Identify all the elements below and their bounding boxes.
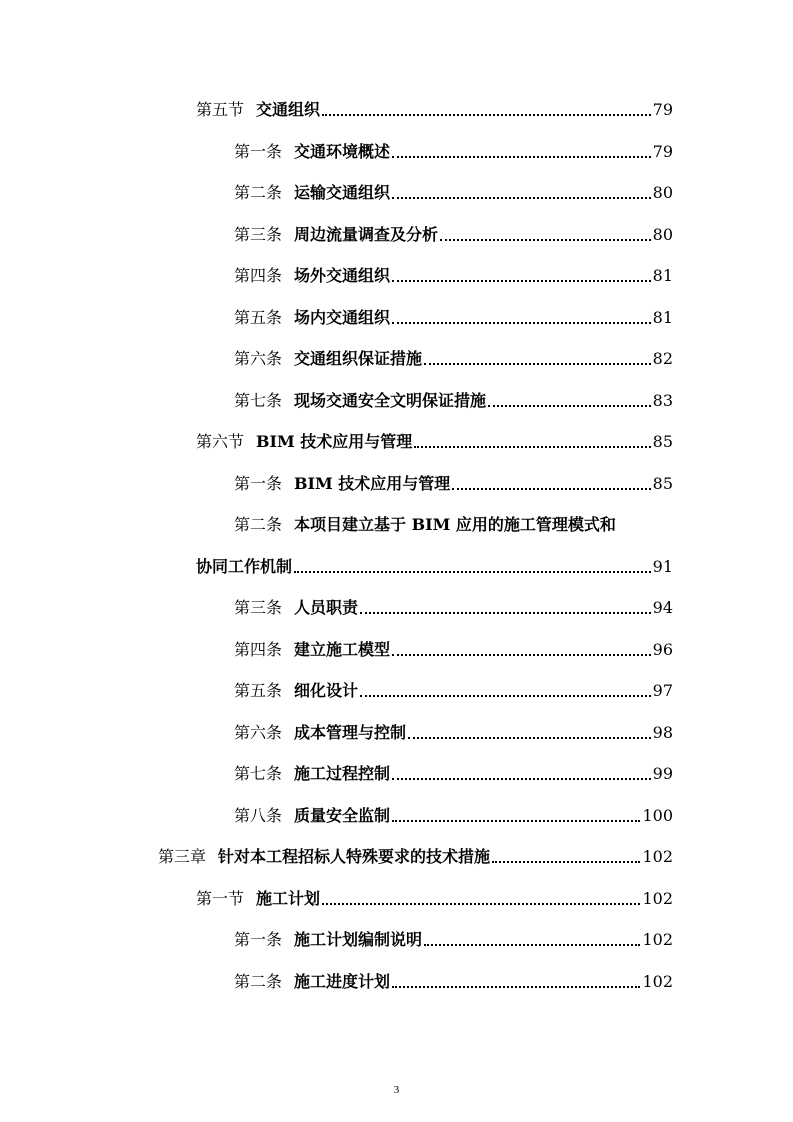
toc-entry-number: 第四条 bbox=[234, 640, 283, 659]
toc-entry-page: 102 bbox=[642, 930, 673, 949]
toc-entry[interactable] bbox=[196, 426, 673, 452]
toc-entry-page: 82 bbox=[652, 349, 673, 368]
toc-entry-page: 99 bbox=[652, 764, 673, 783]
toc-dot-leader bbox=[392, 985, 640, 988]
toc-entry-number: 第二条 bbox=[234, 515, 283, 534]
toc-entry-page: 102 bbox=[642, 972, 673, 991]
toc-entry[interactable] bbox=[196, 883, 673, 909]
toc-entry-title: 成本管理与控制 bbox=[294, 723, 407, 742]
toc-entry[interactable] bbox=[234, 343, 673, 369]
toc-dot-leader bbox=[392, 653, 651, 656]
toc-entry-page: 91 bbox=[652, 557, 673, 576]
toc-entry-page: 96 bbox=[652, 640, 673, 659]
toc-dot-leader bbox=[414, 445, 650, 448]
toc-entry-title: 现场交通安全文明保证措施 bbox=[294, 391, 487, 410]
toc-entry-number: 第八条 bbox=[234, 806, 283, 825]
toc-entry-page: 81 bbox=[652, 308, 673, 327]
toc-entry-title: BIM 技术应用与管理 bbox=[256, 432, 413, 451]
toc-entry-number: 第三条 bbox=[234, 225, 283, 244]
toc-entry-number: 第二条 bbox=[234, 183, 283, 202]
toc-entry-title: 施工过程控制 bbox=[294, 764, 391, 783]
toc-dot-leader bbox=[392, 819, 640, 822]
toc-entry-number: 第一条 bbox=[234, 930, 283, 949]
toc-dot-leader bbox=[322, 113, 651, 116]
toc-dot-leader bbox=[408, 736, 651, 739]
toc-entry-title: 施工计划 bbox=[256, 889, 321, 908]
toc-entry-title: 交通组织 bbox=[256, 100, 321, 119]
toc-dot-leader bbox=[492, 860, 640, 863]
toc-dot-leader bbox=[360, 611, 651, 614]
toc-entry[interactable] bbox=[234, 136, 673, 162]
toc-entry-page: 80 bbox=[652, 225, 673, 244]
toc-entry-title: 协同工作机制 bbox=[196, 557, 293, 576]
toc-entry-title: 本项目建立基于 BIM 应用的施工管理模式和 bbox=[294, 515, 616, 534]
toc-entry-page: 100 bbox=[642, 806, 673, 825]
toc-dot-leader bbox=[424, 362, 651, 365]
toc-entry-number: 第三条 bbox=[234, 598, 283, 617]
toc-dot-leader bbox=[424, 943, 640, 946]
toc-entry-page: 80 bbox=[652, 183, 673, 202]
toc-entry-title: 运输交通组织 bbox=[294, 183, 391, 202]
toc-dot-leader bbox=[322, 902, 640, 905]
toc-entry[interactable] bbox=[234, 924, 673, 950]
toc-entry[interactable] bbox=[158, 841, 673, 867]
toc-entry-page: 98 bbox=[652, 723, 673, 742]
toc-entry[interactable] bbox=[234, 177, 673, 203]
toc-entry-title: 周边流量调查及分析 bbox=[294, 225, 439, 244]
toc-entry-title: 针对本工程招标人特殊要求的技术措施 bbox=[218, 847, 491, 866]
toc-entry-title: 施工进度计划 bbox=[294, 972, 391, 991]
toc-dot-leader bbox=[392, 155, 651, 158]
toc-dot-leader bbox=[392, 321, 651, 324]
toc-entry[interactable] bbox=[234, 385, 673, 411]
toc-entry-number: 第七条 bbox=[234, 764, 283, 783]
toc-entry[interactable] bbox=[234, 302, 673, 328]
toc-entry-page: 102 bbox=[642, 847, 673, 866]
toc-entry[interactable] bbox=[234, 219, 673, 245]
toc-entry-number: 第四条 bbox=[234, 266, 283, 285]
toc-entry-number: 第五条 bbox=[234, 308, 283, 327]
toc-entry-number: 第五节 bbox=[196, 100, 245, 119]
toc-entry-title: 质量安全监制 bbox=[294, 806, 391, 825]
toc-entry-number: 第一条 bbox=[234, 142, 283, 161]
toc-dot-leader bbox=[488, 404, 651, 407]
toc-entry-title: BIM 技术应用与管理 bbox=[294, 474, 451, 493]
toc-entry-continuation[interactable] bbox=[196, 551, 673, 577]
toc-entry[interactable] bbox=[234, 509, 673, 535]
toc-dot-leader bbox=[360, 694, 651, 697]
toc-entry-page: 85 bbox=[652, 474, 673, 493]
toc-entry-title: 施工计划编制说明 bbox=[294, 930, 423, 949]
toc-entry-title: 细化设计 bbox=[294, 681, 359, 700]
toc-entry[interactable] bbox=[234, 260, 673, 286]
toc-dot-leader bbox=[452, 487, 650, 490]
toc-entry-number: 第六节 bbox=[196, 432, 245, 451]
toc-entry[interactable] bbox=[234, 634, 673, 660]
toc-dot-leader bbox=[392, 777, 651, 780]
toc-entry-number: 第一条 bbox=[234, 474, 283, 493]
toc-entry[interactable] bbox=[234, 592, 673, 618]
toc-dot-leader bbox=[392, 279, 651, 282]
toc-entry[interactable] bbox=[196, 94, 673, 120]
toc-entry-number: 第六条 bbox=[234, 723, 283, 742]
toc-entry-number: 第七条 bbox=[234, 391, 283, 410]
toc-entry-number: 第二条 bbox=[234, 972, 283, 991]
toc-entry[interactable] bbox=[234, 966, 673, 992]
toc-entry[interactable] bbox=[234, 758, 673, 784]
toc-entry-page: 97 bbox=[652, 681, 673, 700]
toc-entry-page: 85 bbox=[652, 432, 673, 451]
toc-entry-page: 79 bbox=[652, 100, 673, 119]
toc-entry[interactable] bbox=[234, 800, 673, 826]
toc-entry-title: 场内交通组织 bbox=[294, 308, 391, 327]
toc-entry-title: 交通环境概述 bbox=[294, 142, 391, 161]
toc-entry-number: 第三章 bbox=[158, 847, 207, 866]
toc-entry-title: 交通组织保证措施 bbox=[294, 349, 423, 368]
toc-entry-number: 第五条 bbox=[234, 681, 283, 700]
toc-entry-page: 79 bbox=[652, 142, 673, 161]
toc-entry-number: 第六条 bbox=[234, 349, 283, 368]
toc-entry-page: 81 bbox=[652, 266, 673, 285]
page-number: 3 bbox=[393, 1084, 400, 1096]
toc-entry[interactable] bbox=[234, 675, 673, 701]
toc-entry[interactable] bbox=[234, 468, 673, 494]
toc-entry-page: 102 bbox=[642, 889, 673, 908]
toc-entry-number: 第一节 bbox=[196, 889, 245, 908]
toc-dot-leader bbox=[294, 570, 651, 573]
toc-entry-title: 场外交通组织 bbox=[294, 266, 391, 285]
toc-dot-leader bbox=[440, 238, 651, 241]
toc-entry-title: 建立施工模型 bbox=[294, 640, 391, 659]
toc-entry[interactable] bbox=[234, 717, 673, 743]
toc-entry-page: 83 bbox=[652, 391, 673, 410]
toc-dot-leader bbox=[392, 196, 651, 199]
toc-entry-page: 94 bbox=[652, 598, 673, 617]
toc-entry-title: 人员职责 bbox=[294, 598, 359, 617]
